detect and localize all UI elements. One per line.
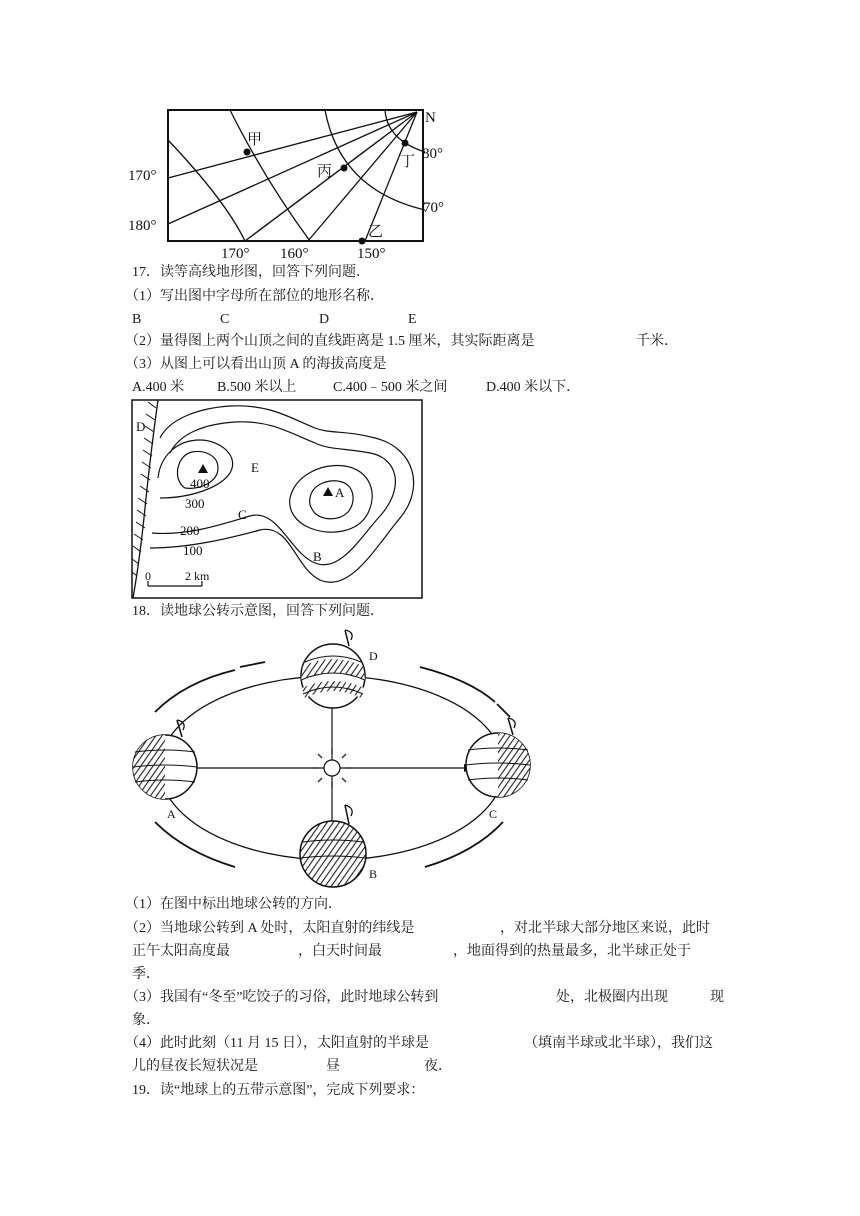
orbit-figure	[125, 622, 535, 890]
q18-part3-b: 处，北极圈内出现	[556, 990, 668, 1005]
graticule-figure	[125, 100, 455, 265]
q18-part4-c: 儿的昼夜长短状况是	[132, 1059, 258, 1074]
contour-label-200: 200	[180, 523, 200, 538]
contour-peak-a-inner	[310, 481, 353, 519]
q17-option-a: A.400 米	[132, 380, 185, 395]
earth-d	[301, 630, 365, 708]
contour-label-100: 100	[183, 543, 203, 558]
q18-part4-a: （4）此时此刻（11 月 15 日），太阳直射的半球是	[125, 1036, 429, 1051]
point-yi: 乙	[368, 224, 384, 240]
meridian-lines	[168, 112, 417, 241]
peak-left-icon	[198, 464, 208, 473]
q17-title: 17．读等高线地形图，回答下列问题．	[132, 265, 370, 280]
q17-part3: （3）从图上可以看出山顶 A 的海拔高度是	[125, 357, 387, 372]
position-b: B	[369, 867, 378, 881]
q17-letter-e: E	[408, 312, 417, 327]
left-label-170: 170°	[128, 168, 157, 184]
point-ding: 丁	[400, 154, 416, 170]
parallel-lines	[168, 110, 425, 241]
contour-label-400: 400	[190, 476, 210, 491]
earth-b	[300, 805, 366, 887]
q18-part2-e: ，地面得到的热量最多，北半球正处于	[453, 944, 691, 959]
peak-a-icon	[323, 487, 333, 496]
q17-option-c: C.400﹣500 米之间	[333, 380, 448, 395]
bottom-label-160: 160°	[280, 246, 309, 262]
label-c: C	[238, 507, 247, 522]
contour-label-300: 300	[185, 496, 205, 511]
q18-part2-d: ，白天时间最	[298, 944, 382, 959]
q17-letter-c: C	[220, 312, 230, 327]
q18-part4-b: （填南半球或北半球），我们这	[524, 1036, 713, 1051]
scale-zero: 0	[145, 569, 151, 583]
point-jia: 甲	[247, 132, 263, 148]
q17-letter-b: B	[132, 312, 142, 327]
graticule-points	[244, 140, 409, 245]
bottom-label-170: 170°	[221, 246, 250, 262]
contour-peak-a-outer	[290, 466, 373, 533]
label-e: E	[251, 460, 259, 475]
q18-part2-b: ，对北半球大部分地区来说，此时	[500, 921, 710, 936]
q18-title: 18．读地球公转示意图，回答下列问题．	[132, 604, 384, 619]
q18-part2-a: （2）当地球公转到 A 处时，太阳直射的纬线是	[125, 921, 415, 936]
q18-part3-c: 现	[710, 990, 724, 1005]
contour-map	[130, 398, 424, 600]
q17-option-d: D.400 米以下．	[486, 380, 581, 395]
q17-part1: （1）写出图中字母所在部位的地形名称．	[125, 289, 384, 304]
position-d: D	[369, 649, 378, 663]
q17-part2: （2）量得图上两个山顶之间的直线距离是 1.5 厘米，其实际距离是	[125, 334, 535, 349]
q18-part2-c: 正午太阳高度最	[132, 944, 230, 959]
q18-part4-e: 夜．	[424, 1059, 452, 1074]
north-label: N	[425, 110, 436, 126]
earth-c	[466, 718, 530, 797]
right-label-70: 70°	[423, 200, 444, 216]
earth-a	[133, 720, 197, 799]
point-bing: 丙	[317, 164, 333, 180]
contour-frame	[132, 400, 422, 598]
scale-label: 2 km	[185, 569, 210, 583]
q18-part3-a: （3）我国有“冬至”吃饺子的习俗，此时地球公转到	[125, 990, 439, 1005]
q18-part3-d: 象．	[132, 1013, 160, 1028]
q18-part2-f: 季．	[132, 967, 160, 982]
right-label-80: 80°	[422, 146, 443, 162]
q17-letter-d: D	[319, 312, 330, 327]
label-a: A	[335, 485, 345, 500]
sun-icon	[312, 748, 352, 788]
q18-part4-d: 昼	[326, 1059, 340, 1074]
q17-option-b: B.500 米以上	[217, 380, 297, 395]
q18-part1: （1）在图中标出地球公转的方向．	[125, 897, 342, 912]
q17-part2-unit: 千米．	[636, 334, 678, 349]
scale-bar	[145, 569, 210, 586]
label-d: D	[136, 419, 146, 434]
label-b: B	[313, 549, 322, 564]
bottom-label-150: 150°	[357, 246, 386, 262]
left-label-180: 180°	[128, 218, 157, 234]
position-a: A	[167, 807, 176, 821]
q19-title: 19．读“地球上的五带示意图”，完成下列要求：	[132, 1083, 425, 1098]
position-c: C	[489, 807, 498, 821]
